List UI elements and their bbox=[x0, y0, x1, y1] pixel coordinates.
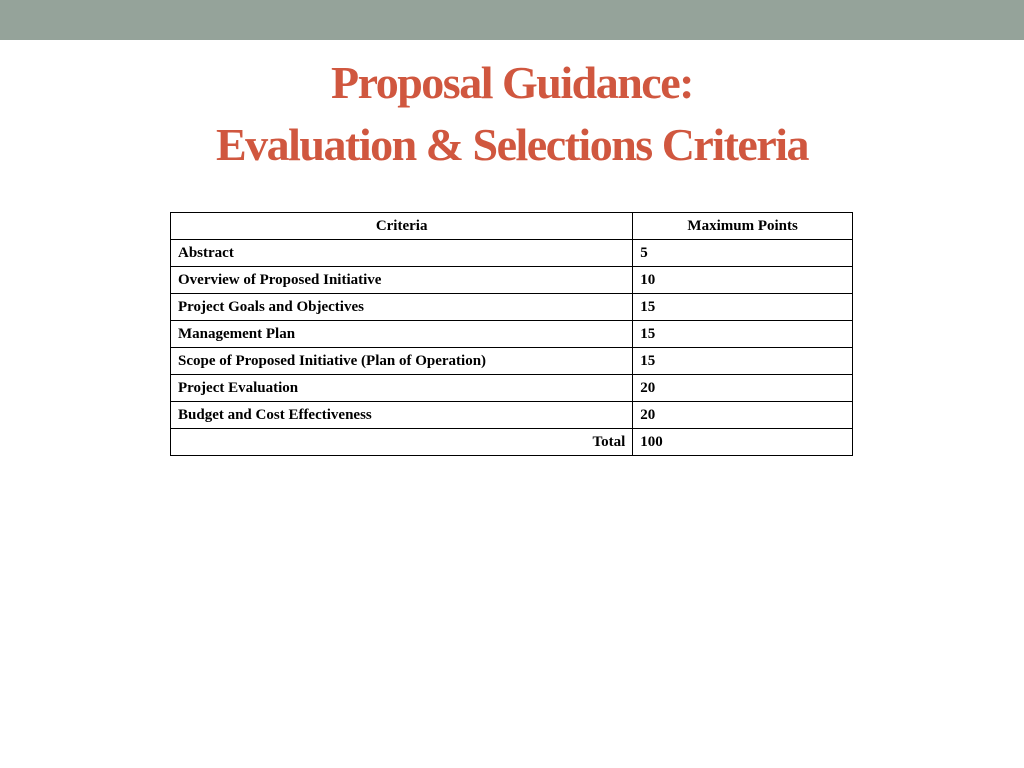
points-cell: 20 bbox=[633, 402, 853, 429]
header-criteria: Criteria bbox=[171, 213, 633, 240]
table-row bbox=[171, 294, 853, 321]
table-row bbox=[171, 348, 853, 375]
criteria-table bbox=[170, 212, 853, 456]
table-row bbox=[171, 321, 853, 348]
criteria-cell: Project Evaluation bbox=[171, 375, 633, 402]
criteria-cell: Scope of Proposed Initiative (Plan of Operation) bbox=[171, 348, 633, 375]
points-cell: 5 bbox=[633, 240, 853, 267]
criteria-cell: Abstract bbox=[171, 240, 633, 267]
criteria-cell: Budget and Cost Effectiveness bbox=[171, 402, 633, 429]
title-line-2: Evaluation & Selections Criteria bbox=[215, 119, 809, 170]
slide-title bbox=[0, 52, 1024, 176]
total-points: 100 bbox=[633, 429, 853, 456]
criteria-cell: Overview of Proposed Initiative bbox=[171, 267, 633, 294]
top-band bbox=[0, 0, 1024, 40]
title-line-1: Proposal Guidance: bbox=[331, 57, 693, 108]
table-row bbox=[171, 402, 853, 429]
header-maximum-points: Maximum Points bbox=[633, 213, 853, 240]
points-cell: 20 bbox=[633, 375, 853, 402]
criteria-cell: Management Plan bbox=[171, 321, 633, 348]
table-row bbox=[171, 240, 853, 267]
table-header-row bbox=[171, 213, 853, 240]
total-row bbox=[171, 429, 853, 456]
points-cell: 10 bbox=[633, 267, 853, 294]
points-cell: 15 bbox=[633, 294, 853, 321]
total-label: Total bbox=[171, 429, 633, 456]
criteria-cell: Project Goals and Objectives bbox=[171, 294, 633, 321]
table-row bbox=[171, 375, 853, 402]
points-cell: 15 bbox=[633, 321, 853, 348]
table-row bbox=[171, 267, 853, 294]
points-cell: 15 bbox=[633, 348, 853, 375]
